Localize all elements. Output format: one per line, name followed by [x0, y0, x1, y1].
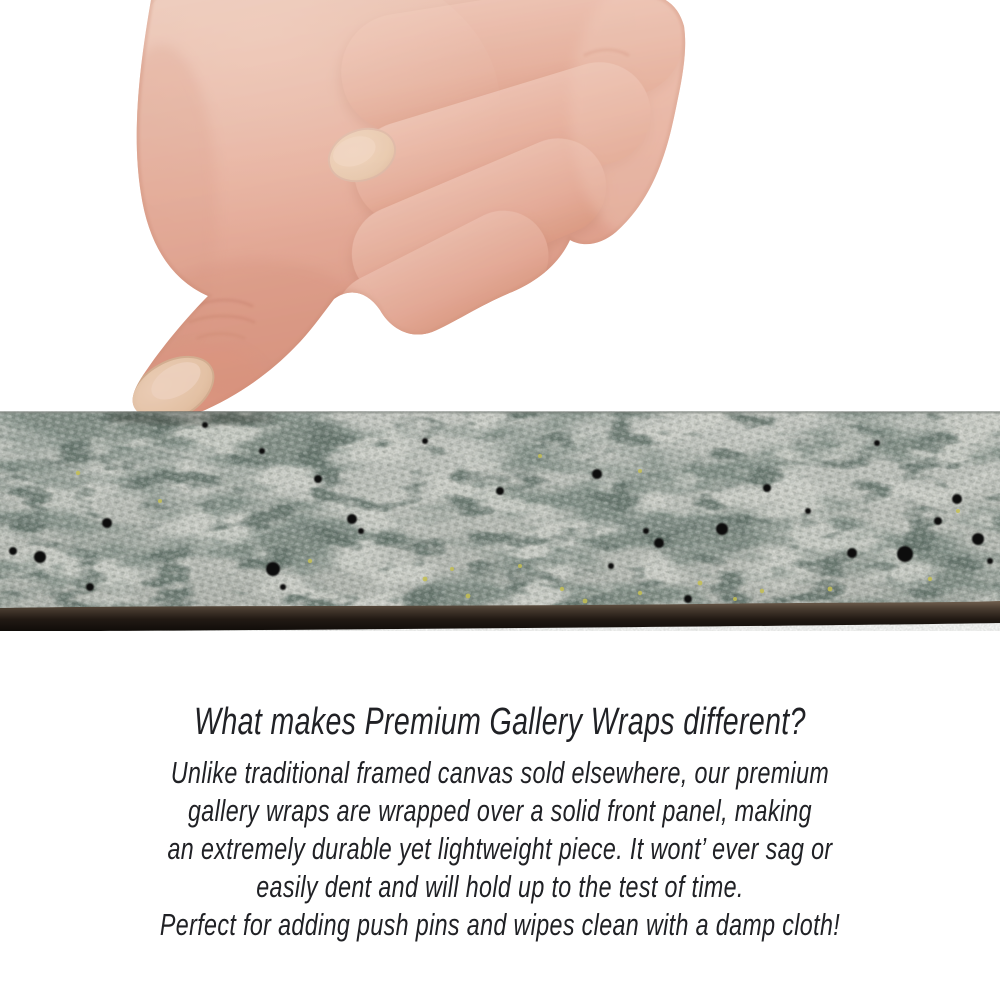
thumb-contact-shadow	[107, 411, 277, 425]
canvas-weave-art	[0, 411, 1000, 632]
info-heading: What makes Premium Gallery Wraps different?	[194, 701, 806, 743]
info-line-3: an extremely durable yet lightweight piece. It wont’ ever sag or	[167, 831, 833, 866]
info-line-1: Unlike traditional framed canvas sold elsewhere, our premium	[170, 755, 830, 790]
hand-pressing-photo	[0, 0, 700, 430]
canvas-texture-strip	[0, 411, 1000, 632]
info-line-5: Perfect for adding push pins and wipes clean with a damp cloth!	[159, 907, 841, 942]
info-line-2: gallery wraps are wrapped over a solid front panel, making	[188, 793, 812, 828]
info-text-block	[0, 699, 1000, 944]
info-line-4: easily dent and will hold up to the test of time.	[256, 869, 744, 904]
